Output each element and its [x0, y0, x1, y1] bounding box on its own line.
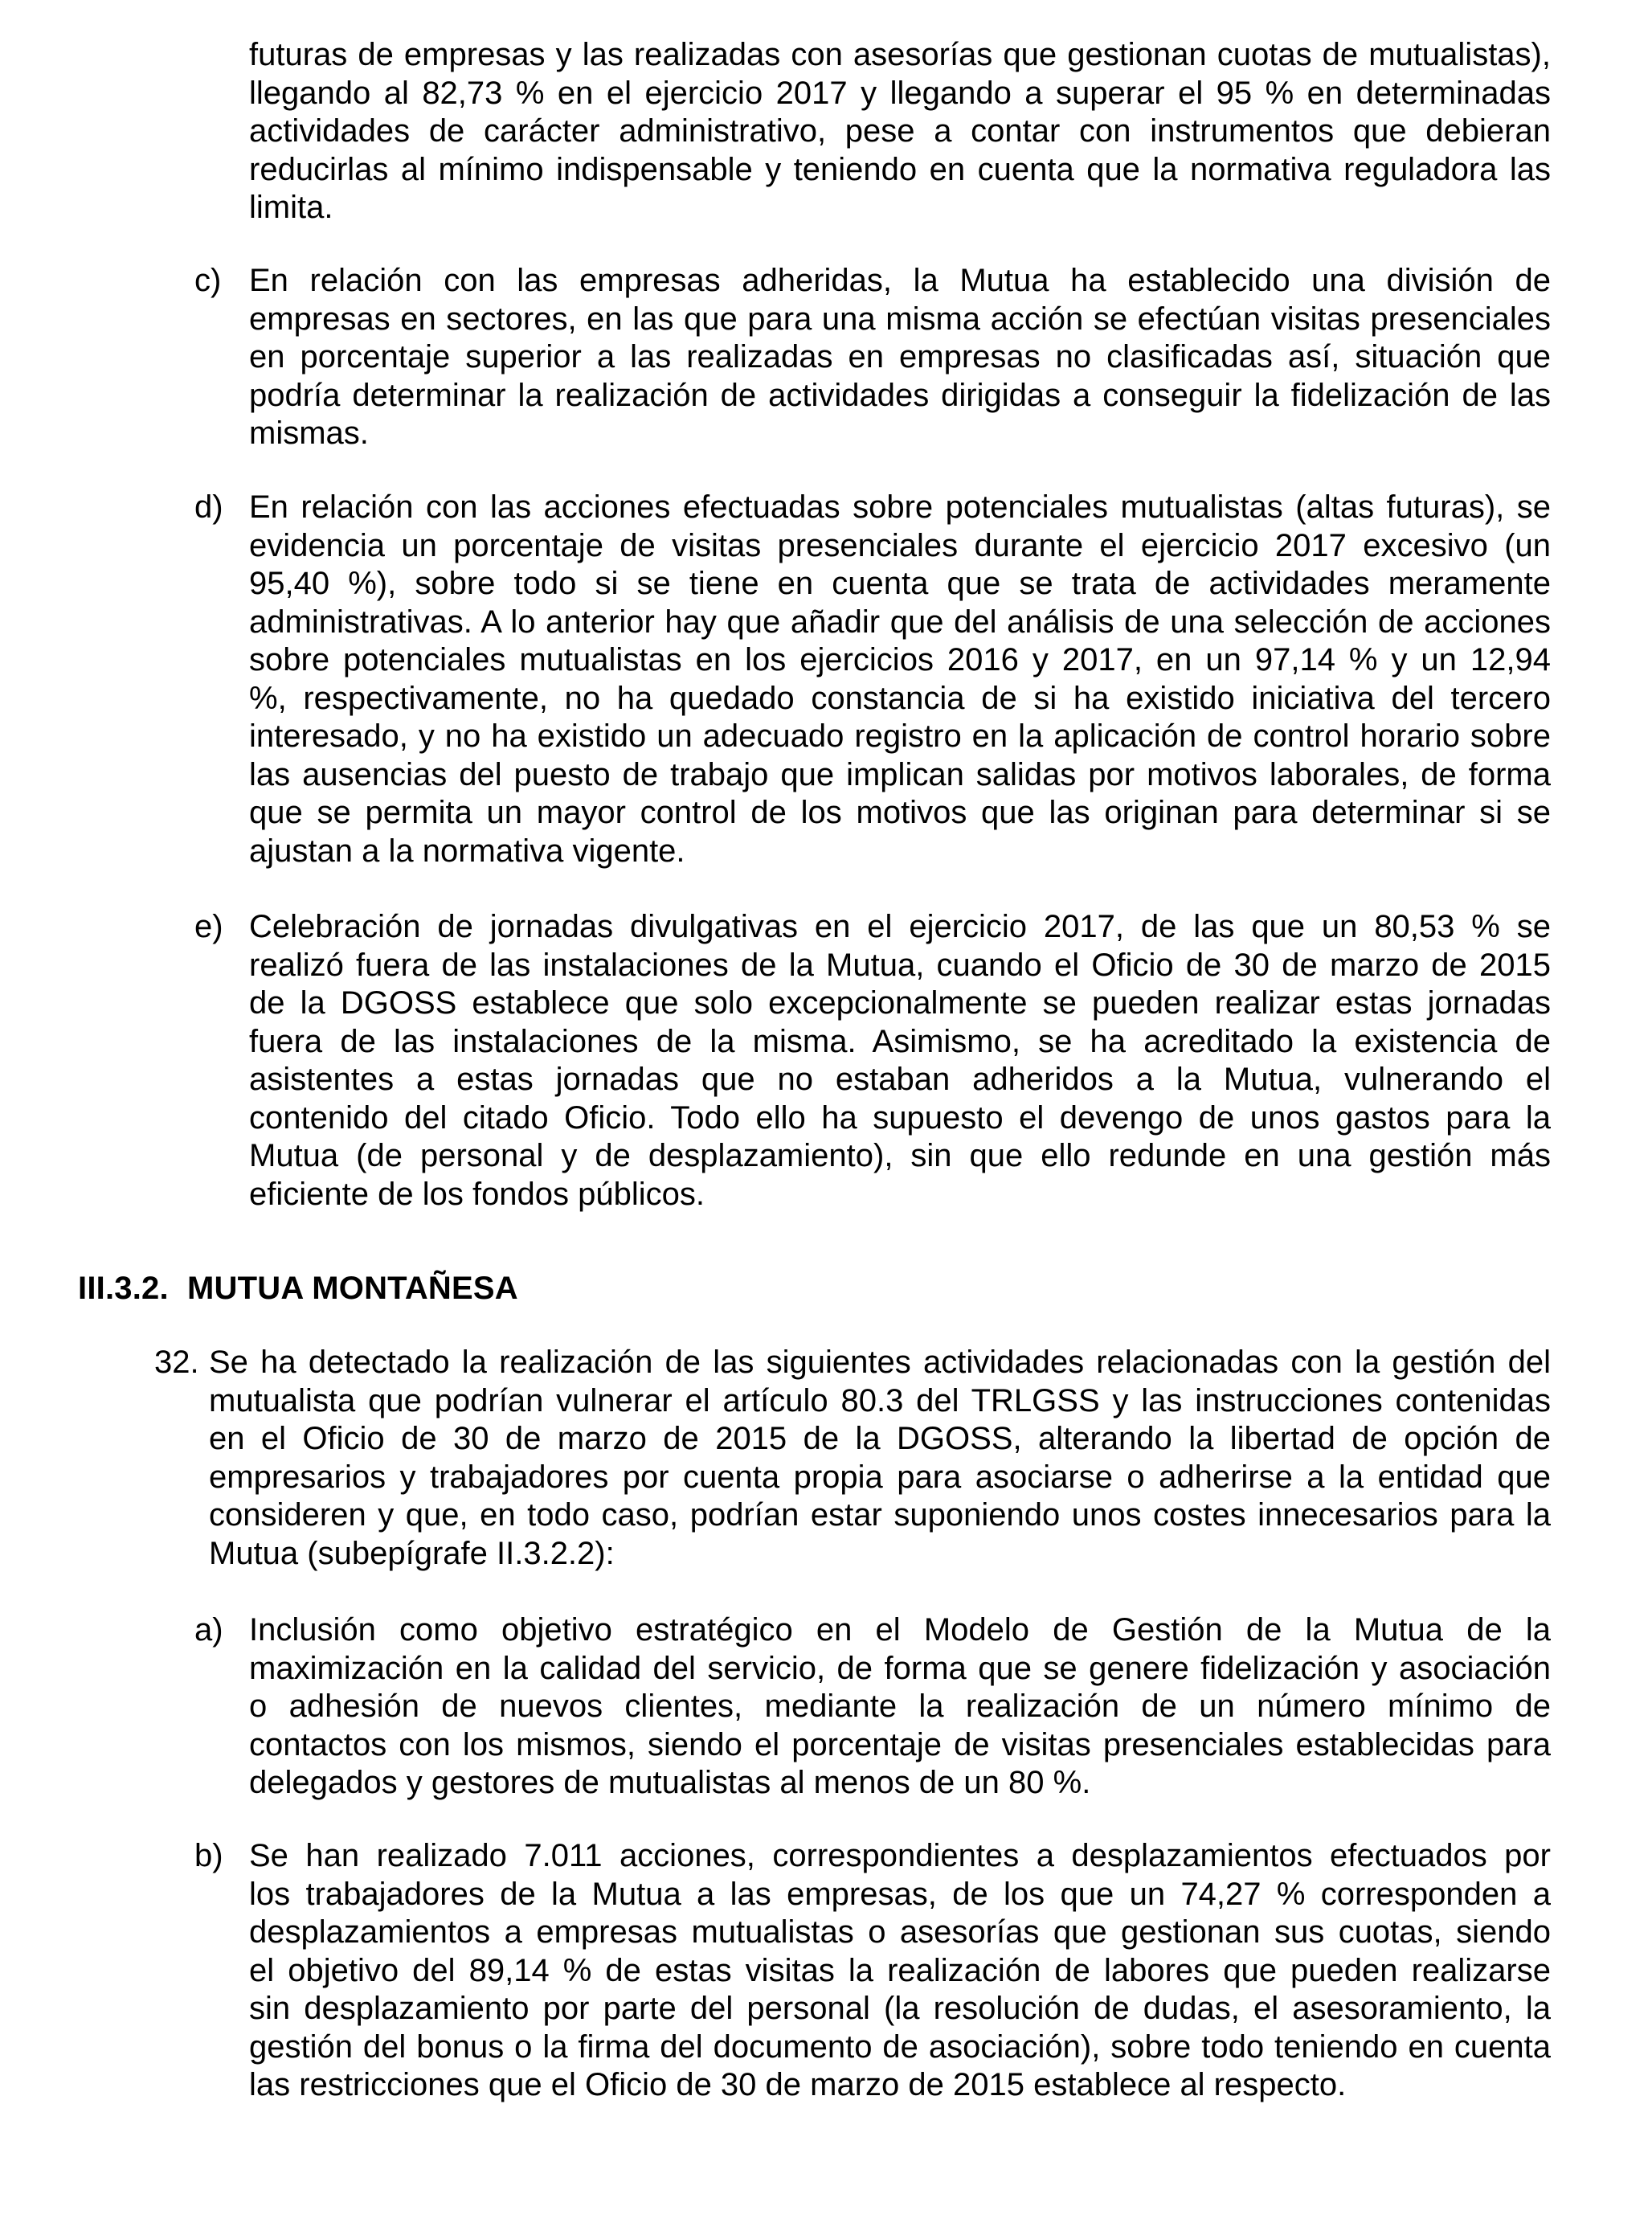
text-line: interesado, y no ha existido un adecuado registro en la aplicación de control horario sobre [249, 718, 1551, 754]
text-line: de la DGOSS establece que solo excepcionalmente se pueden realizar estas jornadas [249, 985, 1551, 1021]
text-line: llegando al 82,73 % en el ejercicio 2017 y llegando a superar el 95 % en determinadas [249, 75, 1551, 111]
text-line: Se ha detectado la realización de las siguientes actividades relacionadas con la gestión del [209, 1345, 1551, 1380]
text-line: Mutua (subepígrafe II.3.2.2): [209, 1535, 615, 1571]
text-line: maximización en la calidad del servicio, de forma que se genere fidelización y asociación [249, 1650, 1551, 1686]
paragraph-lines [249, 36, 1551, 227]
text-line: administrativas. A lo anterior hay que añadir que del análisis de una selección de acciones [249, 604, 1551, 640]
text-line: Mutua (de personal y de desplazamiento), sin que ello redunde en una gestión más [249, 1138, 1551, 1173]
text-line: empresarios y trabajadores por cuenta propia para asociarse o adherirse a la entidad que [209, 1459, 1551, 1495]
text-line: gestión del bonus o la firma del documento de asociación), sobre todo teniendo en cuenta [249, 2028, 1551, 2065]
text-line: evidencia un porcentaje de visitas presenciales durante el ejercicio 2017 excesivo (un [249, 527, 1551, 563]
text-line: eficiente de los fondos públicos. [249, 1176, 705, 1212]
paragraph-lines [249, 1611, 1551, 1803]
text-line: en el Oficio de 30 de marzo de 2015 de la DGOSS, alterando la libertad de opción de [209, 1421, 1551, 1456]
text-line: 95,40 %), sobre todo si se tiene en cuenta que se trata de actividades meramente [249, 566, 1551, 601]
text-line: o adhesión de nuevos clientes, mediante la realización de un número mínimo de [249, 1689, 1551, 1724]
paragraph-number: 32. [154, 1345, 199, 1380]
paragraph-lines [209, 1344, 1551, 1573]
text-line: podría determinar la realización de actividades dirigidas a conseguir la fidelización de las [249, 377, 1551, 413]
paragraph-lines [249, 1837, 1551, 2105]
text-line: las restricciones que el Oficio de 30 de marzo de 2015 establece al respecto. [249, 2067, 1347, 2102]
paragraph-lines [249, 908, 1551, 1214]
text-line: las ausencias del puesto de trabajo que implican salidas por motivos laborales, de forma [249, 756, 1551, 792]
text-line: Se han realizado 7.011 acciones, correspondientes a desplazamientos efectuados por [249, 1838, 1551, 1873]
paragraph-lines [249, 489, 1551, 870]
text-line: En relación con las empresas adheridas, la Mutua ha establecido una división de [249, 263, 1551, 298]
text-line: futuras de empresas y las realizadas con asesorías que gestionan cuotas de mutualistas), [249, 37, 1551, 72]
text-line: consideren y que, en todo caso, podrían estar suponiendo unos costes innecesarios para la [209, 1497, 1551, 1533]
section-title: MUTUA MONTAÑESA [187, 1271, 518, 1306]
paragraph-lines [249, 262, 1551, 453]
text-line: %, respectivamente, no ha quedado constancia de si ha existido iniciativa del tercero [249, 680, 1551, 716]
text-line: desplazamientos a empresas mutualistas o asesorías que gestionan sus cuotas, siendo [249, 1914, 1551, 1950]
text-line: el objetivo del 89,14 % de estas visitas la realización de labores que pueden realizarse [249, 1952, 1551, 1988]
text-line: fuera de las instalaciones de la misma. Asimismo, se ha acreditado la existencia de [249, 1023, 1551, 1059]
text-line: sin desplazamiento por parte del personal (la resolución de dudas, el asesoramiento, la [249, 1991, 1551, 2026]
text-line: sobre potenciales mutualistas en los ejercicios 2016 y 2017, en un 97,14 % y un 12,94 [249, 642, 1551, 677]
text-line: contenido del citado Oficio. Todo ello ha supuesto el devengo de unos gastos para la [249, 1099, 1551, 1136]
list-item-label: c) [194, 263, 222, 298]
text-line: empresas en sectores, en las que para una misma acción se efectúan visitas presenciales [249, 301, 1551, 337]
text-line: actividades de carácter administrativo, pese a contar con instrumentos que debieran [249, 113, 1551, 149]
text-line: mismas. [249, 415, 369, 451]
text-line: delegados y gestores de mutualistas al menos de un 80 %. [249, 1765, 1091, 1800]
text-line: mutualista que podrían vulnerar el artículo 80.3 del TRLGSS y las instrucciones contenidas [209, 1382, 1551, 1418]
list-item-label: b) [194, 1838, 223, 1873]
text-line: Celebración de jornadas divulgativas en el ejercicio 2017, de las que un 80,53 % se [249, 909, 1551, 944]
text-line: asistentes a estas jornadas que no estaban adheridos a la Mutua, vulnerando el [249, 1062, 1551, 1097]
list-item-label: a) [194, 1612, 223, 1648]
text-line: limita. [249, 190, 333, 225]
text-line: en porcentaje superior a las realizadas en empresas no clasificadas así, situación que [249, 339, 1551, 375]
text-line: contactos con los mismos, siendo el porcentaje de visitas presenciales establecidas para [249, 1726, 1551, 1762]
text-line: reducirlas al mínimo indispensable y teniendo en cuenta que la normativa reguladora las [249, 151, 1551, 187]
list-item-label: d) [194, 489, 223, 525]
text-line: ajustan a la normativa vigente. [249, 833, 685, 869]
text-line: los trabajadores de la Mutua a las empresas, de los que un 74,27 % corresponden a [249, 1876, 1551, 1912]
text-line: Inclusión como objetivo estratégico en el Modelo de Gestión de la Mutua de la [249, 1612, 1551, 1648]
list-item-label: e) [194, 909, 223, 944]
text-line: que se permita un mayor control de los motivos que las originan para determinar si se [249, 795, 1551, 830]
section-number: III.3.2. [78, 1271, 169, 1306]
text-line: realizó fuera de las instalaciones de la Mutua, cuando el Oficio de 30 de marzo de 2015 [249, 947, 1551, 983]
text-line: En relación con las acciones efectuadas sobre potenciales mutualistas (altas futuras), se [249, 489, 1551, 525]
